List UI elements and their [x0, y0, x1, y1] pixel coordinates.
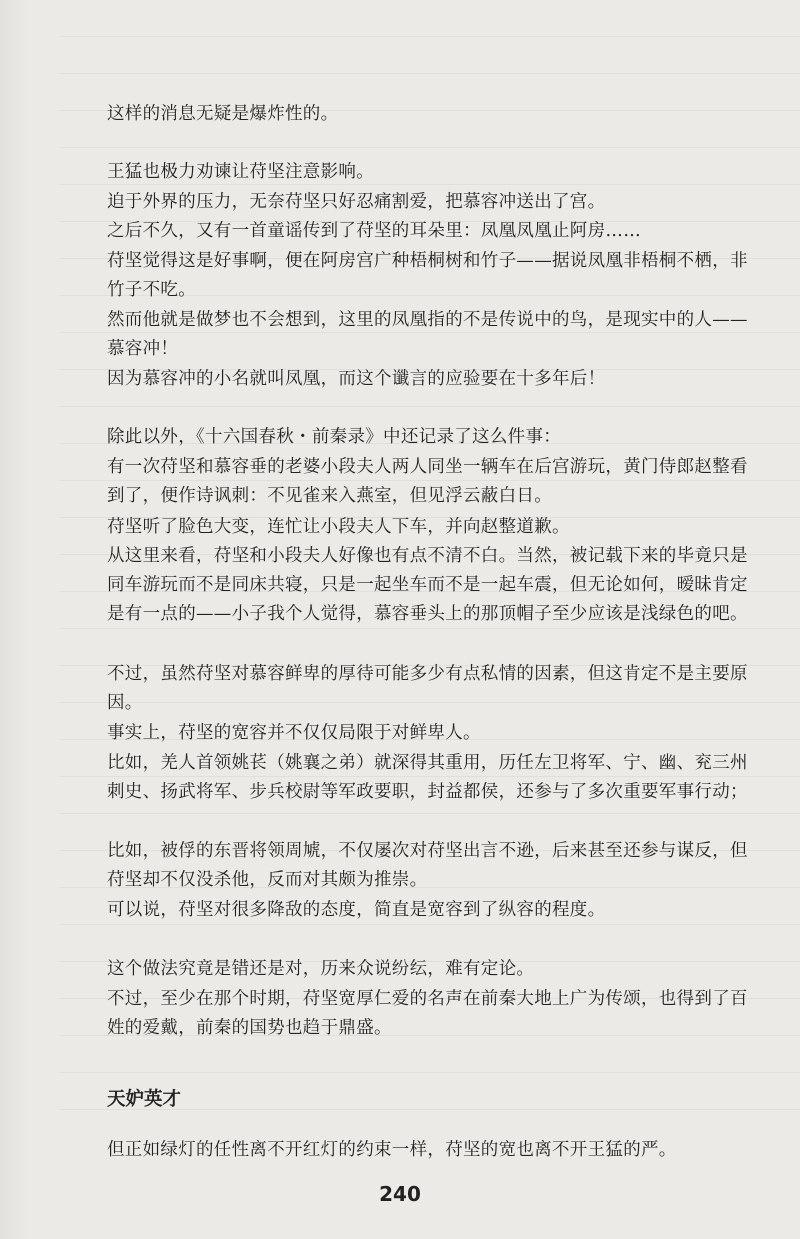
paragraph: 这样的消息无疑是爆炸性的。: [107, 104, 339, 124]
section-heading: 天妒英才: [107, 1089, 182, 1110]
paragraph: 苻坚觉得这是好事啊，便在阿房宫广种梧桐树和竹子——据说凤凰非梧桐不栖，非竹子不吃。: [107, 251, 748, 300]
paragraph: 除此以外，《十六国春秋・前秦录》中还记录了这么件事：: [107, 427, 562, 447]
paragraph: 王猛也极力劝谏让苻坚注意影响。: [107, 162, 374, 182]
paragraph: 不过，虽然苻坚对慕容鲜卑的厚待可能多少有点私情的因素，但这肯定不是主要原因。: [107, 664, 748, 713]
paragraph: 可以说，苻坚对很多降敌的态度，简直是宽容到了纵容的程度。: [107, 900, 606, 920]
paragraph: 事实上，苻坚的宽容并不仅仅局限于对鲜卑人。: [107, 723, 481, 743]
paragraph: 苻坚听了脸色大变，连忙让小段夫人下车，并向赵整道歉。: [107, 517, 570, 537]
paragraph: 从这里来看，苻坚和小段夫人好像也有点不清不白。当然，被记载下来的毕竟只是同车游玩而不是同床共寝，只是一起坐车而不是一起车震，但无论如何，暧昧肯定是有一点的——小子我个人觉得，慕容垂头上的那顶帽子至少应该是浅绿色的吧。: [107, 546, 748, 624]
paragraph: 然而他就是做梦也不会想到，这里的凤凰指的不是传说中的鸟，是现实中的人——慕容冲！: [107, 310, 748, 359]
paragraph: 比如，羌人首领姚苌（姚襄之弟）就深得其重用，历任左卫将军、宁、幽、兖三州刺史、扬武将军、步兵校尉等军政要职，封益都侯，还参与了多次重要军事行动；: [107, 753, 748, 802]
paragraph: 迫于外界的压力，无奈苻坚只好忍痛割爱，把慕容冲送出了宫。: [107, 192, 606, 212]
paragraph: 之后不久，又有一首童谣传到了苻坚的耳朵里：凤凰凤凰止阿房……: [107, 221, 641, 241]
paragraph: 但正如绿灯的任性离不开红灯的约束一样，苻坚的宽也离不开王猛的严。: [107, 1140, 677, 1160]
paragraph: 因为慕容冲的小名就叫凤凰，而这个谶言的应验要在十多年后！: [107, 369, 606, 389]
paragraph: 不过，至少在那个时期，苻坚宽厚仁爱的名声在前秦大地上广为传颂，也得到了百姓的爱戴，前秦的国势也趋于鼎盛。: [107, 989, 748, 1038]
page-number: 240: [379, 1182, 421, 1206]
paragraph: 这个做法究竟是错还是对，历来众说纷纭，难有定论。: [107, 959, 535, 979]
paragraph: 比如，被俘的东晋将领周虓，不仅屡次对苻坚出言不逊，后来甚至还参与谋反，但苻坚却不仅没杀他，反而对其颇为推崇。: [107, 841, 748, 890]
paragraph: 有一次苻坚和慕容垂的老婆小段夫人两人同坐一辆车在后宫游玩，黄门侍郎赵整看到了，便作诗讽刺：不见雀来入燕室，但见浮云蔽白日。: [107, 457, 748, 506]
